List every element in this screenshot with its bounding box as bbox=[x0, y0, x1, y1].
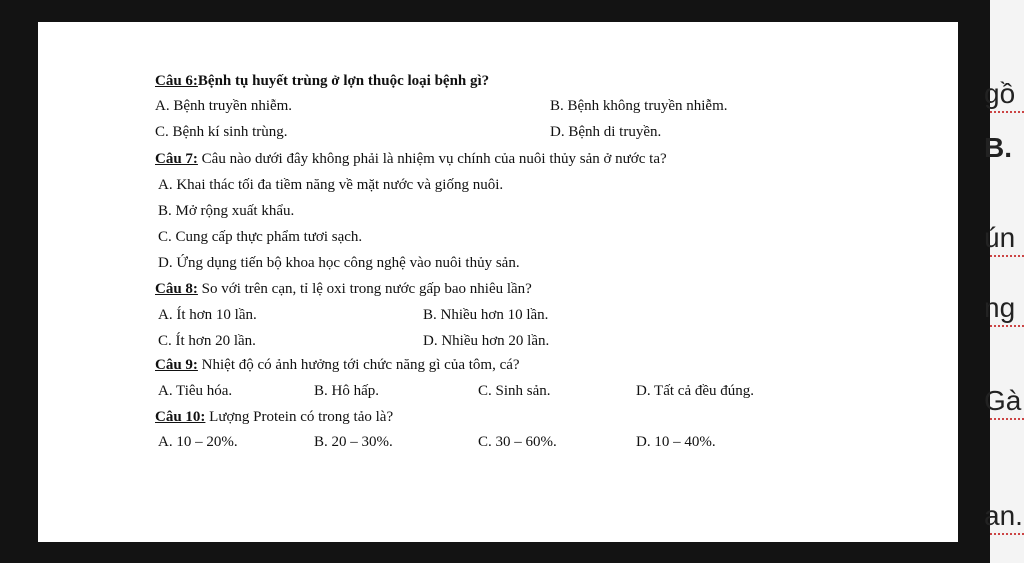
question-label: Câu 10: bbox=[155, 409, 206, 425]
question-text: Bệnh tụ huyết trùng ở lợn thuộc loại bệnh gì? bbox=[197, 73, 490, 89]
answer-option: D. 10 – 40%. bbox=[636, 434, 716, 450]
question-9 bbox=[155, 356, 520, 374]
question-text: Lượng Protein có trong tảo là? bbox=[205, 409, 394, 425]
answer-option: A. Ít hơn 10 lần. bbox=[158, 307, 257, 323]
answer-option: B. Nhiều hơn 10 lần. bbox=[423, 307, 549, 323]
answer-option: D. Nhiều hơn 20 lần. bbox=[423, 333, 550, 349]
spellcheck-underline bbox=[990, 252, 1024, 257]
document-page bbox=[38, 22, 958, 542]
answer-option: A. Bệnh truyền nhiễm. bbox=[155, 98, 293, 114]
answer-option: A. Khai thác tối đa tiềm năng về mặt nước và giống nuôi. bbox=[158, 177, 504, 193]
spellcheck-underline bbox=[990, 415, 1024, 420]
right-side-panel bbox=[984, 0, 1024, 563]
answer-option: D. Ứng dụng tiến bộ khoa học công nghệ vào nuôi thủy sản. bbox=[158, 255, 520, 271]
answer-option: C. Cung cấp thực phẩm tươi sạch. bbox=[158, 229, 363, 245]
spellcheck-underline bbox=[990, 322, 1024, 327]
answer-option: C. Bệnh kí sinh trùng. bbox=[155, 124, 288, 140]
answer-option: D. Bệnh di truyền. bbox=[550, 124, 662, 140]
text-fragment: B. bbox=[984, 132, 1012, 163]
text-fragment: gồ bbox=[984, 78, 1016, 109]
answer-option: C. Sinh sản. bbox=[478, 383, 551, 399]
question-8 bbox=[155, 280, 532, 298]
answer-option: A. 10 – 20%. bbox=[158, 434, 238, 450]
question-label: Câu 6: bbox=[155, 73, 198, 89]
answer-option: B. Mở rộng xuất khẩu. bbox=[158, 203, 295, 219]
text-fragment: an. bbox=[984, 500, 1023, 531]
answer-option: D. Tất cả đều đúng. bbox=[636, 383, 755, 399]
text-fragment: ún bbox=[984, 222, 1016, 253]
text-fragment: Gà bbox=[984, 385, 1022, 416]
answer-option: B. Bệnh không truyền nhiễm. bbox=[550, 98, 728, 114]
question-7 bbox=[155, 150, 667, 168]
spellcheck-underline bbox=[990, 108, 1024, 113]
answer-option: C. 30 – 60%. bbox=[478, 434, 557, 450]
text-fragment: ng bbox=[984, 292, 1016, 323]
answer-option: B. 20 – 30%. bbox=[314, 434, 393, 450]
question-text: Câu nào dưới đây không phải là nhiệm vụ chính của nuôi thủy sản ở nước ta? bbox=[197, 151, 667, 167]
question-text: Nhiệt độ có ảnh hưởng tới chức năng gì của tôm, cá? bbox=[197, 357, 520, 373]
spellcheck-underline bbox=[990, 530, 1024, 535]
question-6 bbox=[155, 72, 489, 90]
answer-option: A. Tiêu hóa. bbox=[158, 383, 233, 399]
question-text: So với trên cạn, tỉ lệ oxi trong nước gấp bao nhiêu lần? bbox=[197, 281, 532, 297]
answer-option: B. Hô hấp. bbox=[314, 383, 379, 399]
question-label: Câu 9: bbox=[155, 357, 198, 373]
question-10 bbox=[155, 408, 393, 426]
answer-option: C. Ít hơn 20 lần. bbox=[158, 333, 256, 349]
question-label: Câu 8: bbox=[155, 281, 198, 297]
question-label: Câu 7: bbox=[155, 151, 198, 167]
